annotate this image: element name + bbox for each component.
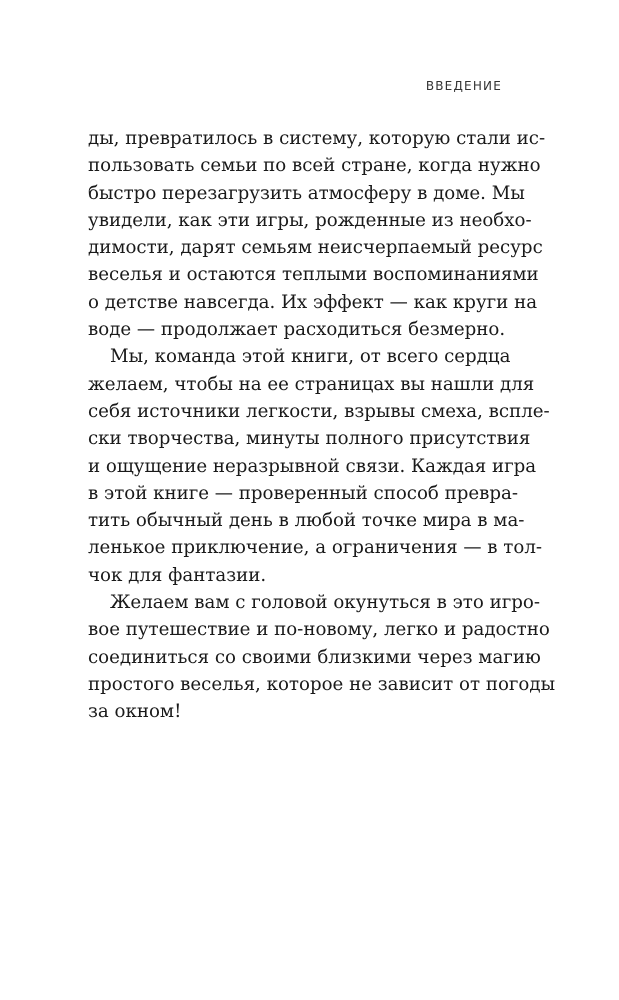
- text-line: себя источники легкости, взрывы смеха, вспле-: [88, 400, 550, 422]
- text-line: ды, превратилось в систему, которую стали ис-: [88, 128, 546, 149]
- text-line: тить обычный день в любой точке мира в ма-: [88, 510, 525, 532]
- text-line: пользовать семьи по всей стране, когда нужно: [88, 155, 541, 177]
- text-line: вое путешествие и по-новому, легко и радостно: [88, 619, 550, 641]
- body-text: [88, 125, 556, 726]
- paragraph: [88, 589, 556, 725]
- text-line: ски творчества, минуты полного присутствия: [88, 428, 531, 450]
- text-line: Желаем вам с головой окунуться в это игро-: [110, 592, 540, 614]
- text-line: о детстве навсегда. Их эффект — как круги на: [88, 291, 538, 313]
- text-line: за окном!: [88, 701, 182, 723]
- running-head: ВВЕДЕНИЕ: [425, 79, 502, 93]
- text-line: и ощущение неразрывной связи. Каждая игра: [88, 455, 537, 477]
- text-line: в этой книге — проверенный способ превра-: [88, 482, 519, 504]
- paragraph: [88, 343, 550, 589]
- text-line: быстро перезагрузить атмосферу в доме. Мы: [88, 182, 525, 204]
- text-line: веселья и остаются теплыми воспоминаниями: [88, 264, 539, 286]
- text-line: ленькое приключение, а ограничения — в тол-: [88, 537, 543, 559]
- text-line: желаем, чтобы на ее страницах вы нашли для: [88, 373, 535, 395]
- text-line: димости, дарят семьям неисчерпаемый ресурс: [88, 237, 543, 259]
- text-line: воде — продолжает расходиться безмерно.: [88, 319, 506, 341]
- text-line: увидели, как эти игры, рожденные из необхо-: [88, 209, 532, 231]
- paragraph: [88, 125, 546, 343]
- text-line: соединиться со своими близкими через магию: [88, 646, 541, 668]
- text-line: Мы, команда этой книги, от всего сердца: [110, 346, 511, 368]
- text-line: чок для фантазии.: [88, 564, 267, 586]
- text-line: простого веселья, которое не зависит от погоды: [88, 673, 556, 695]
